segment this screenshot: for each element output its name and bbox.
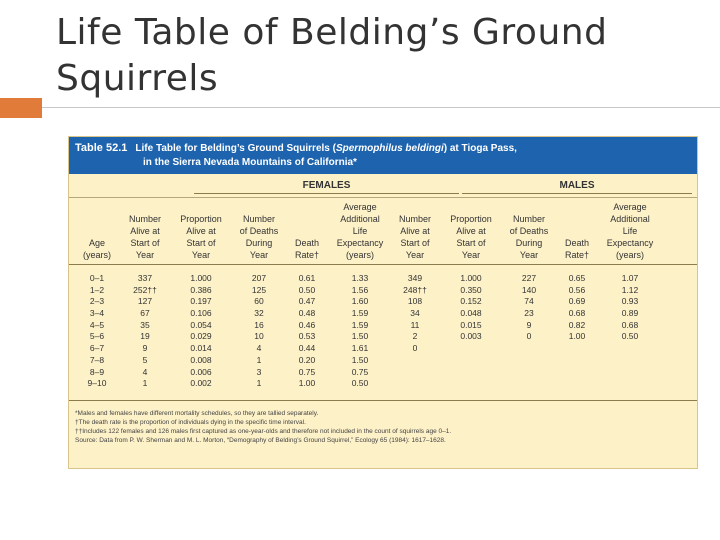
table-cell: 0.50 [351,378,369,389]
col-female-alive [121,273,169,390]
col-female-proportion [169,273,233,390]
table-cell: 32 [254,308,264,319]
table-cell: 60 [254,296,264,307]
table-cell: 0.002 [190,378,212,389]
males-group-label: MALES [462,180,692,194]
table-cell: 248†† [403,284,427,295]
table-cell: 0.197 [190,296,212,307]
table-cell: 0.20 [298,354,316,365]
table-cell: 0.106 [190,308,212,319]
table-cell: 0.69 [568,296,586,307]
table-cell: 10 [254,331,264,342]
slide-title [56,10,696,102]
table-cell: 4 [256,343,262,354]
caption-species: Spermophilus beldingi [335,143,444,154]
slide-title-line-1: Life Table of Belding’s Ground [56,12,608,53]
table-cell: 127 [137,296,153,307]
table-cell: 8–9 [89,366,105,377]
table-cell: 0–1 [89,273,105,283]
table-cell: 19 [140,331,150,342]
table-cell: 34 [410,308,420,319]
table-cell: 2–3 [89,296,105,307]
col-male-proportion [439,273,503,343]
table-cell: 0.82 [568,319,586,330]
footnote-source: Source: Data from P. W. Sherman and M. L. Morton, “Demography of Belding’s Ground Squirrel,” Ecology 65 (1984): 1617–1628. [75,437,446,444]
table-cell: 0.93 [621,296,639,307]
footnote: †The death rate is the proportion of individuals dying in the specific time interval. [75,419,306,426]
table-cell: 0.008 [190,354,212,365]
table-cell: 0.006 [190,366,212,377]
table-cell: 0.44 [298,343,316,354]
title-rule [42,107,720,108]
caption-part-b: ) at Tioga Pass, [443,143,517,154]
table-cell: 1.50 [351,331,369,342]
header-male-death-rate: Death Rate† [564,238,590,260]
table-cell: 0.68 [621,319,639,330]
table-cell: 4 [142,366,148,377]
table-cell: 4–5 [89,319,105,330]
col-female-deaths [233,273,285,390]
table-cell: 0.68 [568,308,586,319]
header-female-death-rate: Death Rate† [294,238,320,260]
table-cell: 207 [251,273,267,283]
table-cell: 1.000 [460,273,482,283]
header-male-alive: Number Alive at Start of Year [398,214,431,260]
table-cell: 0.75 [351,366,369,377]
table-cell: 3–4 [89,308,105,319]
table-cell: 0.89 [621,308,639,319]
table-cell: 0.50 [621,331,639,342]
column-header-row [69,198,697,265]
table-cell: 1.000 [190,273,212,283]
col-female-death-rate [285,273,329,390]
table-cell: 35 [140,319,150,330]
table-cell: 0.350 [460,284,482,295]
table-cell: 23 [524,308,534,319]
table-body [69,265,697,401]
table-cell: 2 [412,331,418,342]
table-cell: 252†† [133,284,157,295]
table-cell: 0.50 [298,284,316,295]
table-cell: 7–8 [89,354,105,365]
table-cell: 1.59 [351,319,369,330]
table-cell: 0.054 [190,319,212,330]
table-cell: 0.048 [460,308,482,319]
table-cell: 0.48 [298,308,316,319]
footnote: ††Includes 122 females and 126 males first captured as one-year-olds and therefore not included in the count of squirrels age 0–1. [75,428,452,435]
table-cell: 0.47 [298,296,316,307]
table-cell: 0.75 [298,366,316,377]
col-female-life-exp [329,273,391,390]
table-cell: 227 [521,273,537,283]
table-cell: 5–6 [89,331,105,342]
table-cell: 349 [407,273,423,283]
table-cell: 0 [412,343,418,354]
col-age [73,273,121,390]
header-female-deaths: Number of Deaths During Year [239,214,279,260]
table-cell: 16 [254,319,264,330]
col-male-deaths [503,273,555,343]
table-cell: 1.56 [351,284,369,295]
table-cell: 5 [142,354,148,365]
table-number: Table 52.1 [75,142,128,154]
table-cell: 11 [410,319,420,330]
header-female-life-exp: Average Additional Life Expectancy (years) [336,202,384,260]
table-cell: 1.12 [621,284,639,295]
table-cell: 1.07 [621,273,639,283]
table-cell: 67 [140,308,150,319]
table-cell: 1.50 [351,354,369,365]
females-group-label: FEMALES [194,180,459,194]
table-cell: 9 [526,319,532,330]
table-cell: 1.00 [298,378,316,389]
table-cell: 6–7 [89,343,105,354]
caption-line-2: in the Sierra Nevada Mountains of California* [143,157,357,168]
table-cell: 1 [256,354,262,365]
header-female-alive: Number Alive at Start of Year [128,214,161,260]
table-cell: 74 [524,296,534,307]
col-male-alive [391,273,439,355]
table-cell: 337 [137,273,153,283]
table-cell: 3 [256,366,262,377]
table-cell: 0.61 [298,273,316,283]
header-male-deaths: Number of Deaths During Year [509,214,549,260]
table-cell: 1.61 [351,343,369,354]
table-cell: 0.65 [568,273,586,283]
table-cell: 0 [526,331,532,342]
table-cell: 0.015 [460,319,482,330]
table-cell: 9 [142,343,148,354]
table-cell: 1.59 [351,308,369,319]
table-cell: 9–10 [87,378,107,389]
table-footnotes [69,401,697,445]
header-male-proportion: Proportion Alive at Start of Year [450,214,492,260]
caption-part-a: Life Table for Belding’s Ground Squirrels ( [135,143,336,154]
table-cell: 0.46 [298,319,316,330]
slide-title-line-2: Squirrels [56,58,219,99]
life-table-figure [68,136,698,469]
table-cell: 0.56 [568,284,586,295]
table-cell: 125 [251,284,267,295]
table-cell: 0.003 [460,331,482,342]
col-male-death-rate [555,273,599,343]
table-cell: 1.00 [568,331,586,342]
table-cell: 1 [142,378,148,389]
footnote: *Males and females have different mortality schedules, so they are tallied separately. [75,410,319,417]
header-female-proportion: Proportion Alive at Start of Year [180,214,222,260]
header-male-life-exp: Average Additional Life Expectancy (years) [606,202,654,260]
table-cell: 0.386 [190,284,212,295]
table-cell: 0.014 [190,343,212,354]
table-cell: 1–2 [89,284,105,295]
table-cell: 140 [521,284,537,295]
table-cell: 0.53 [298,331,316,342]
col-male-life-exp [599,273,661,343]
header-age: Age (years) [82,238,111,260]
table-cell: 1.60 [351,296,369,307]
table-cell: 1 [256,378,262,389]
table-cell: 0.029 [190,331,212,342]
accent-bar [0,98,42,118]
table-cell: 0.152 [460,296,482,307]
table-cell: 1.33 [351,273,369,283]
group-header-row [69,177,697,198]
table-cell: 108 [407,296,423,307]
table-caption [69,137,697,174]
